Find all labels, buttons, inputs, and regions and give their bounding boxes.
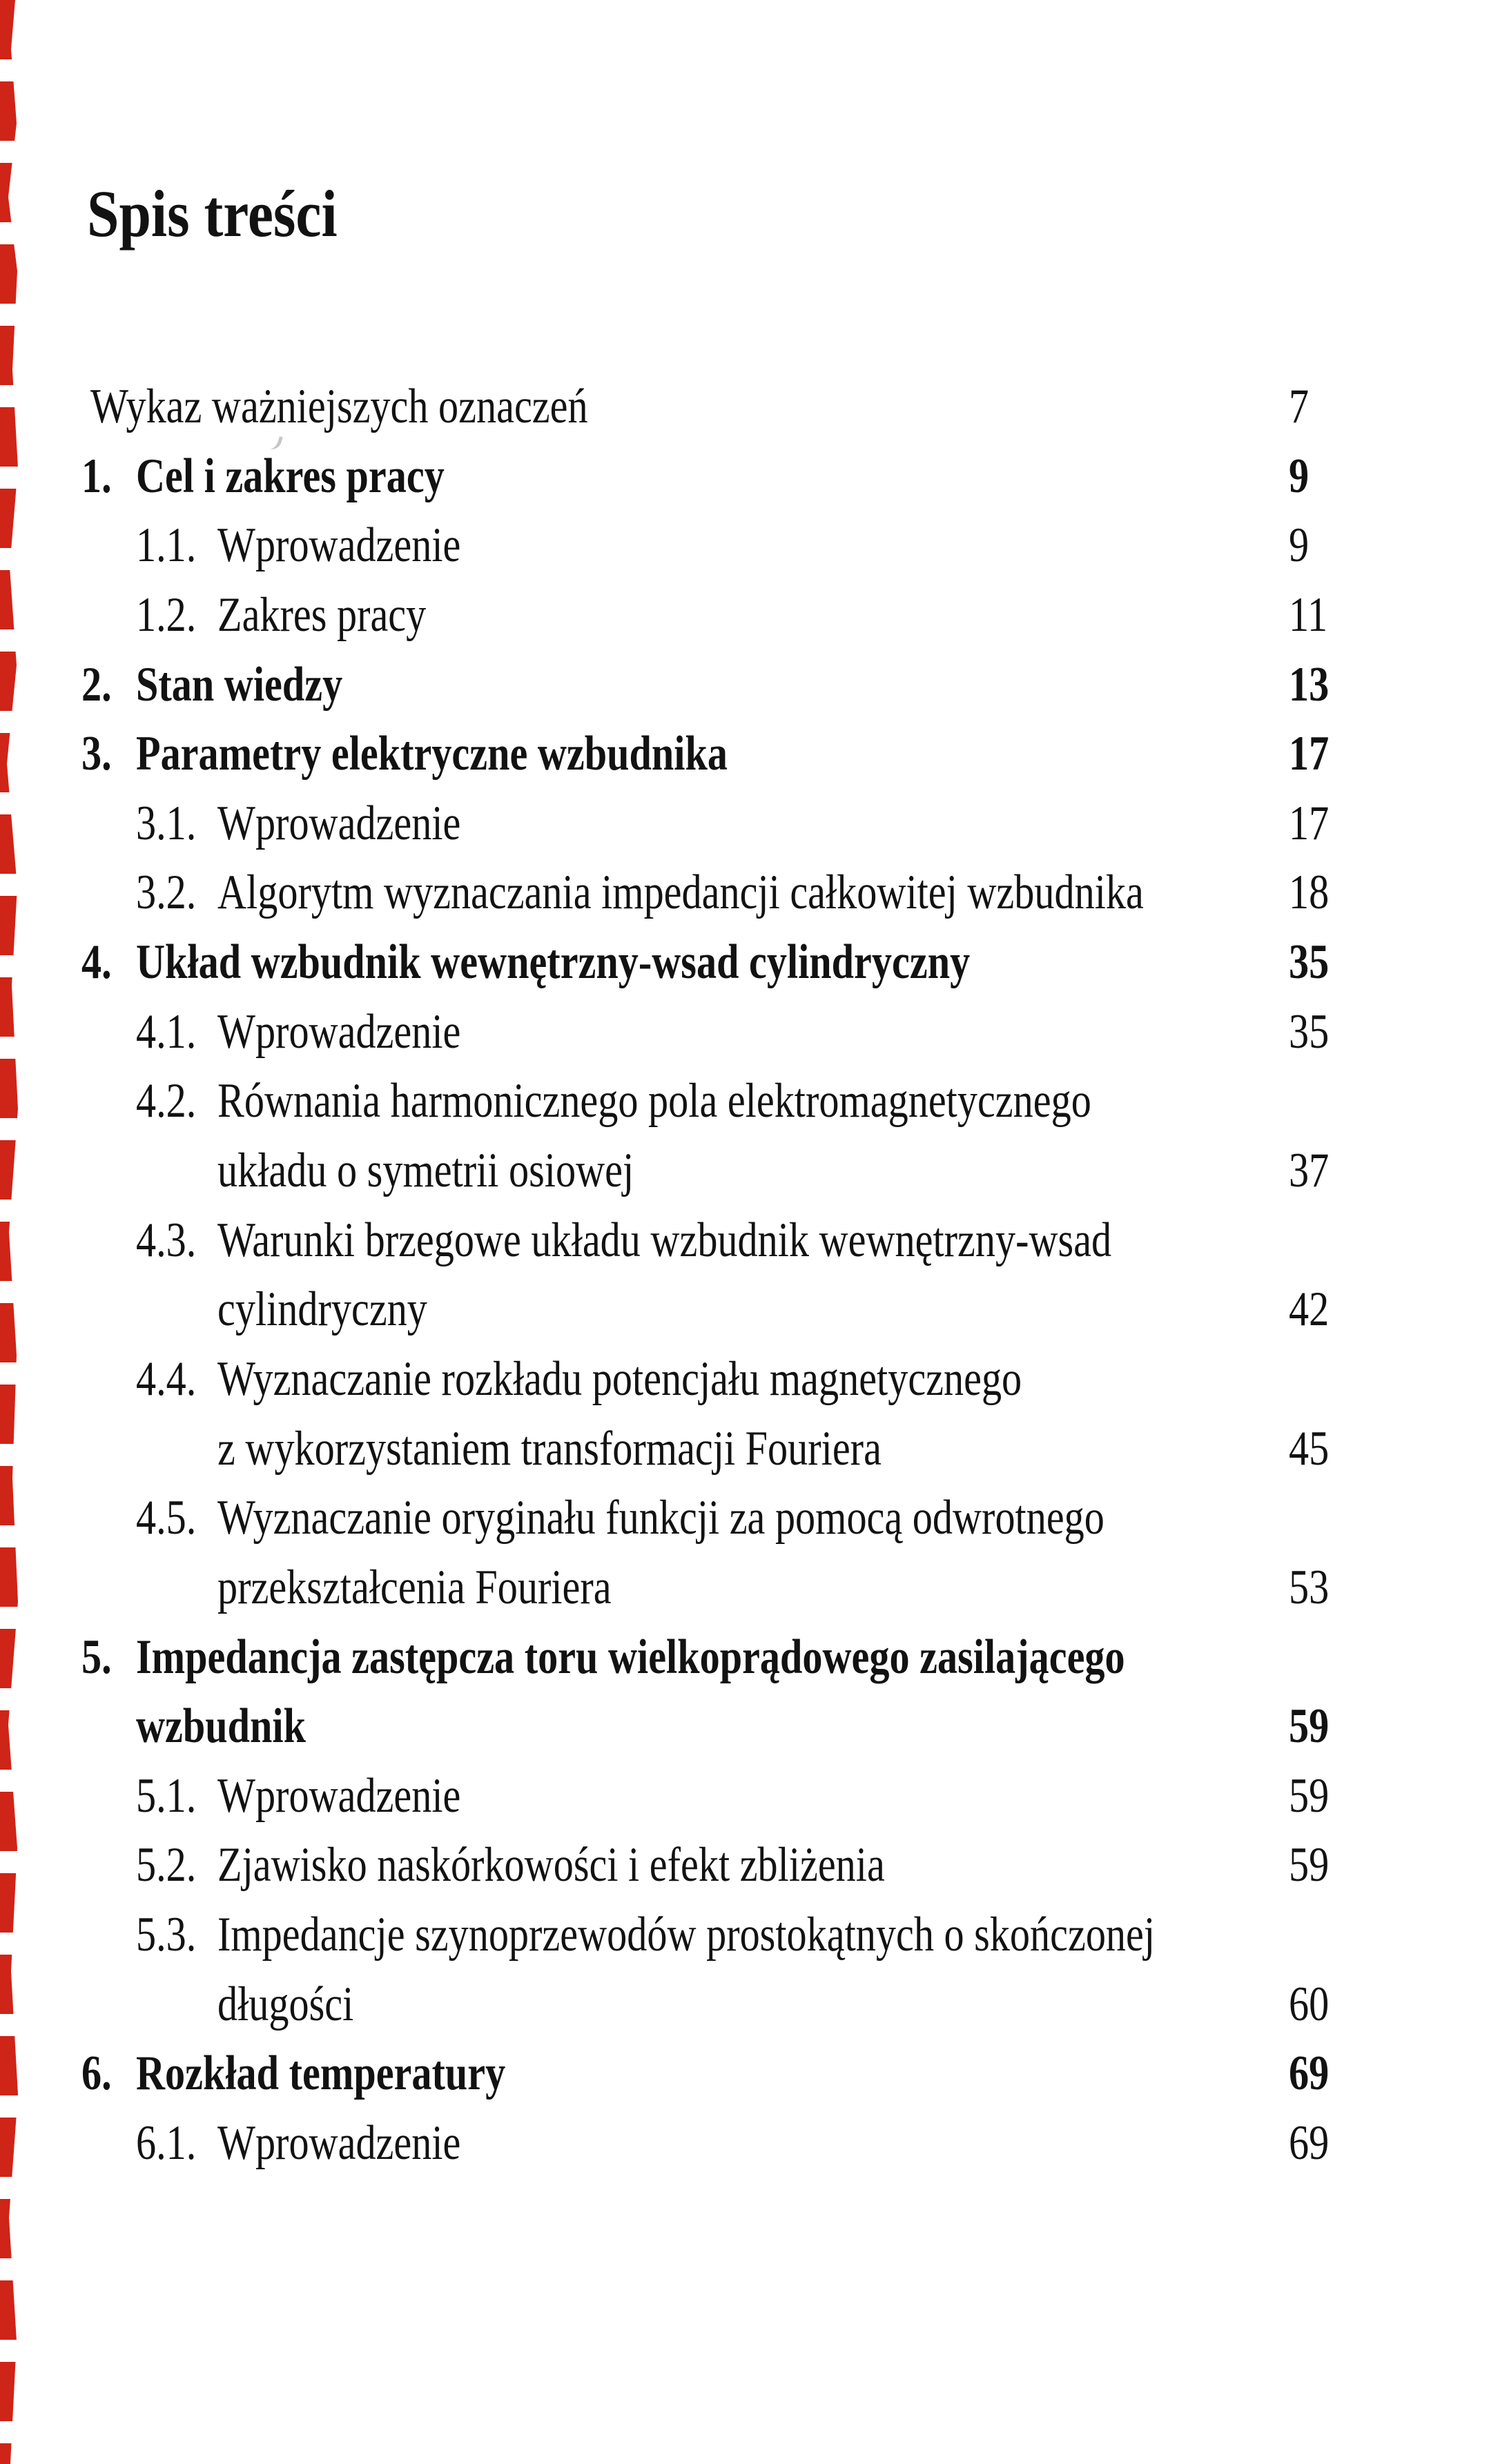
toc-entry-line: 3. Parametry elektryczne wzbudnika 17 xyxy=(81,727,1330,781)
toc-entry-line: 1.1. Wprowadzenie 9 xyxy=(136,518,1310,572)
toc-entry-line: 4.3. Warunki brzegowe układu wzbudnik wewnętrzny-wsad xyxy=(136,1213,1112,1267)
toc-entry-line: 4.4. Wyznaczanie rozkładu potencjału magnetycznego xyxy=(136,1352,1022,1406)
toc-entry-line: 4.1. Wprowadzenie 35 xyxy=(136,1005,1330,1059)
toc-entry-line: 1. Cel i zakres pracy 9 xyxy=(81,449,1310,503)
toc-entry-line: układu o symetrii osiowej 37 xyxy=(217,1144,1330,1197)
toc-entry-line: cylindryczny 42 xyxy=(217,1282,1330,1336)
toc-entry-line: 5. Impedancja zastępcza toru wielkoprądowego zasilającego xyxy=(81,1630,1125,1684)
toc-entry-line: 5.2. Zjawisko naskórkowości i efekt zbliżenia 59 xyxy=(136,1838,1330,1892)
toc-entry-line: przekształcenia Fouriera 53 xyxy=(217,1561,1330,1614)
toc-entry-line: 2. Stan wiedzy 13 xyxy=(81,658,1330,712)
toc-entry-line: 1.2. Zakres pracy 11 xyxy=(136,588,1328,642)
toc-entry-line: 3.2. Algorytm wyznaczania impedancji całkowitej wzbudnika 18 xyxy=(136,866,1330,919)
toc-entry-line: z wykorzystaniem transformacji Fouriera 45 xyxy=(217,1422,1330,1476)
toc-entry-line: Wykaz ważniejszych oznaczeń 7 xyxy=(90,380,1310,433)
toc-entry-line: 4.5. Wyznaczanie oryginału funkcji za pomocą odwrotnego xyxy=(136,1491,1104,1545)
toc-entry-line: 4. Układ wzbudnik wewnętrzny-wsad cylindryczny 35 xyxy=(81,935,1330,989)
page-title xyxy=(87,177,375,251)
toc-entry-line: 6. Rozkład temperatury 69 xyxy=(81,2046,1330,2100)
toc-entry-line: 3.1. Wprowadzenie 17 xyxy=(136,796,1330,850)
toc-entry-line: wzbudnik 59 xyxy=(136,1699,1330,1753)
page-title-text: Spis treści xyxy=(87,177,338,251)
toc-entry-line: 5.1. Wprowadzenie 59 xyxy=(136,1769,1330,1823)
toc-entry-line: 5.3. Impedancje szynoprzewodów prostokątnych o skończonej xyxy=(136,1908,1156,1962)
toc-entry-line: długości 60 xyxy=(217,1977,1330,2031)
toc-entry-line: 4.2. Równania harmonicznego pola elektromagnetycznego xyxy=(136,1074,1091,1128)
toc-entry-line: 6.1. Wprowadzenie 69 xyxy=(136,2116,1330,2170)
